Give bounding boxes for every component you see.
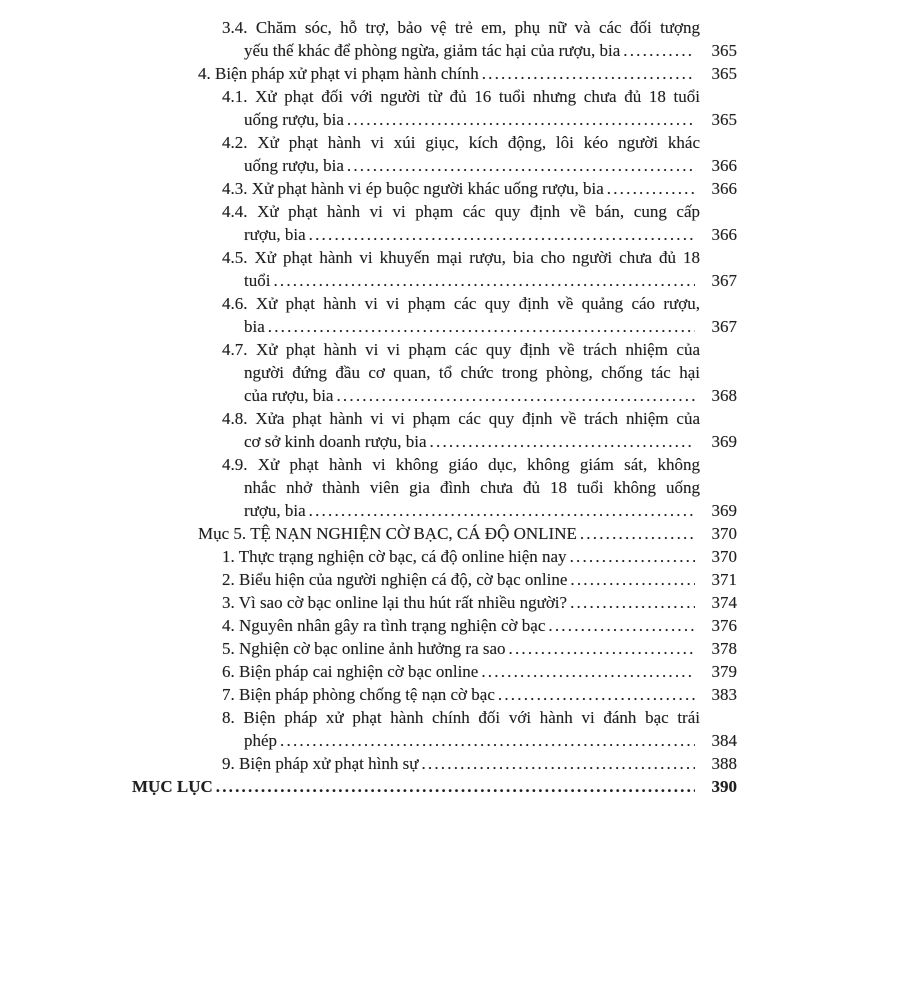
toc-entry [132, 39, 737, 62]
toc-entry [132, 315, 737, 338]
dot-leader [607, 177, 695, 200]
toc-entry [132, 108, 737, 131]
dot-leader [570, 591, 695, 614]
toc-entry-text: 7. Biện pháp phòng chống tệ nạn cờ bạc [222, 685, 495, 704]
toc-entry-text: 4.3. Xử phạt hành vi ép buộc người khác uống rượu, bia [222, 179, 604, 198]
toc-entry-text: 1. Thực trạng nghiện cờ bạc, cá độ online hiện nay [222, 547, 567, 566]
dot-leader [309, 499, 695, 522]
toc-entry-text: 9. Biện pháp xử phạt hình sự [222, 754, 419, 773]
toc-entry-text: 4. Nguyên nhân gây ra tình trạng nghiện cờ bạc [222, 616, 546, 635]
page-number: 367 [711, 271, 737, 290]
toc-entry-text: bia [244, 317, 265, 336]
toc-entry-text: tuổi [244, 271, 271, 290]
toc-entry-line: 4.6. Xử phạt hành vi vi phạm các quy định về quảng cáo rượu, [222, 294, 700, 313]
toc-entry [132, 752, 737, 775]
dot-leader [570, 545, 695, 568]
toc-entry [132, 499, 737, 522]
dot-leader [509, 637, 695, 660]
toc-entry-line: 3.4. Chăm sóc, hỗ trợ, bảo vệ trẻ em, phụ nữ và các đối tượng [222, 18, 700, 37]
page-number: 369 [711, 432, 737, 451]
toc-entry [132, 545, 737, 568]
toc-entry [132, 637, 737, 660]
dot-leader [347, 108, 695, 131]
toc-entry [132, 177, 737, 200]
toc-entry-line: 4.9. Xử phạt hành vi không giáo dục, không giám sát, không [222, 455, 700, 474]
dot-leader [548, 614, 695, 637]
toc-entry-text: phép [244, 731, 278, 750]
toc-entry-line: 4.7. Xử phạt hành vi vi phạm các quy định về trách nhiệm của [222, 340, 700, 359]
toc-entry [132, 154, 737, 177]
dot-leader [309, 223, 695, 246]
toc-entry [132, 430, 737, 453]
toc-entry-text: 5. Nghiện cờ bạc online ảnh hưởng ra sao [222, 639, 506, 658]
dot-leader [421, 752, 695, 775]
page-number: 379 [711, 662, 737, 681]
toc-entry [132, 614, 737, 637]
toc-entry-line: 4.5. Xử phạt hành vi khuyến mại rượu, bia cho người chưa đủ 18 [222, 248, 700, 267]
dot-leader [280, 729, 695, 752]
page-number: 366 [711, 156, 737, 175]
toc-entry [132, 683, 737, 706]
toc-entry-text: MỤC LỤC [132, 777, 213, 796]
page-number: 384 [711, 731, 737, 750]
dot-leader [482, 62, 695, 85]
toc-entry-text: Mục 5. TỆ NẠN NGHIỆN CỜ BẠC, CÁ ĐỘ ONLINE [198, 524, 577, 543]
dot-leader [623, 39, 695, 62]
toc-entry-text: rượu, bia [244, 225, 306, 244]
toc-entry-line: 8. Biện pháp xử phạt hành chính đối với hành vi đánh bạc trái [222, 708, 700, 727]
page-number: 365 [711, 41, 737, 60]
toc [132, 16, 737, 798]
page-number: 366 [711, 179, 737, 198]
dot-leader [498, 683, 695, 706]
page-number: 365 [711, 64, 737, 83]
page-number: 370 [711, 524, 737, 543]
dot-leader [430, 430, 695, 453]
toc-entry-text: 6. Biện pháp cai nghiện cờ bạc online [222, 662, 479, 681]
toc-entry-text: rượu, bia [244, 501, 306, 520]
page-number: 370 [711, 547, 737, 566]
toc-entry [132, 62, 737, 85]
toc-entry [132, 522, 737, 545]
page-number: 374 [711, 593, 737, 612]
dot-leader [570, 568, 695, 591]
page-number: 365 [711, 110, 737, 129]
toc-entry-line: 4.8. Xửa phạt hành vi vi phạm các quy định về trách nhiệm của [222, 409, 700, 428]
toc-entry-line: 4.4. Xử phạt hành vi vi phạm các quy định về bán, cung cấp [222, 202, 700, 221]
dot-leader [268, 315, 695, 338]
page-number: 383 [711, 685, 737, 704]
page-number: 390 [711, 777, 737, 796]
toc-entry-line: 4.2. Xử phạt hành vi xúi giục, kích động, lôi kéo người khác [222, 133, 700, 152]
toc-entry [132, 384, 737, 407]
toc-entry-line: 4.1. Xử phạt đối với người từ đủ 16 tuổi nhưng chưa đủ 18 tuổi [222, 87, 700, 106]
toc-entry-line: người đứng đầu cơ quan, tổ chức trong phòng, chống tác hại [244, 363, 700, 382]
page-number: 367 [711, 317, 737, 336]
page-number: 371 [711, 570, 737, 589]
toc-entry-text: của rượu, bia [244, 386, 334, 405]
toc-entry [132, 223, 737, 246]
dot-leader [216, 775, 695, 798]
toc-entry-line: nhắc nhở thành viên gia đình chưa đủ 18 tuổi không uống [244, 478, 700, 497]
toc-entry [132, 269, 737, 292]
toc-entry [132, 568, 737, 591]
dot-leader [481, 660, 695, 683]
toc-entry-text: uống rượu, bia [244, 156, 344, 175]
toc-entry [132, 591, 737, 614]
toc-entry-text: 3. Vì sao cờ bạc online lại thu hút rất nhiều người? [222, 593, 568, 612]
toc-entry [132, 729, 737, 752]
page-number: 366 [711, 225, 737, 244]
page-number: 378 [711, 639, 737, 658]
page-number: 369 [711, 501, 737, 520]
dot-leader [273, 269, 695, 292]
page-number: 388 [711, 754, 737, 773]
toc-entry [132, 775, 737, 798]
toc-entry-text: 2. Biểu hiện của người nghiện cá độ, cờ bạc online [222, 570, 568, 589]
toc-entry-text: cơ sở kinh doanh rượu, bia [244, 432, 427, 451]
page-number: 376 [711, 616, 737, 635]
toc-entry-text: uống rượu, bia [244, 110, 344, 129]
page-number: 368 [711, 386, 737, 405]
toc-entry-text: yếu thế khác để phòng ngừa, giảm tác hại của rượu, bia [244, 41, 621, 60]
dot-leader [347, 154, 695, 177]
toc-entry [132, 660, 737, 683]
toc-entry-text: 4. Biện pháp xử phạt vi phạm hành chính [198, 64, 479, 83]
dot-leader [580, 522, 695, 545]
dot-leader [336, 384, 695, 407]
